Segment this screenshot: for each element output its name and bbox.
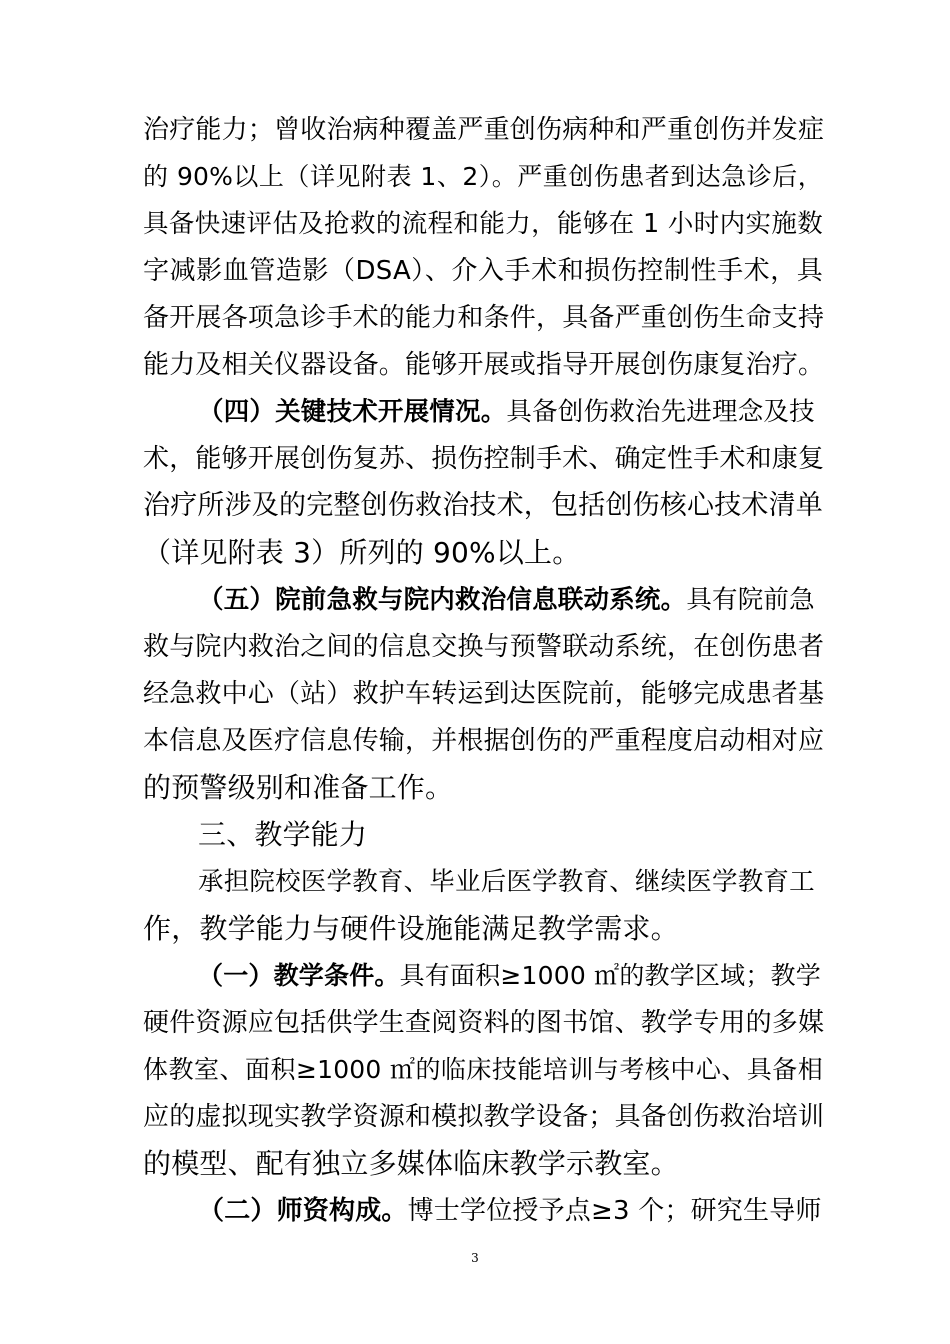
- section-heading: （一）教学条件。: [198, 961, 400, 990]
- section-heading: （五）院前急救与院内救治信息联动系统。: [198, 585, 687, 615]
- body-line: 承担院校医学教育、毕业后医学教育、继续医学教育工: [198, 867, 815, 897]
- body-line: 经急救中心（站）救护车转运到达医院前，能够完成患者基: [143, 679, 825, 709]
- section-heading: （四）关键技术开展情况。: [198, 397, 507, 427]
- body-line: 治疗所涉及的完整创伤救治技术，包括创伤核心技术清单: [143, 490, 823, 521]
- body-line: 的模型、配有独立多媒体临床教学示教室。: [143, 1147, 679, 1180]
- body-line: 具备快速评估及抢救的流程和能力，能够在 1 小时内实施数: [143, 209, 823, 239]
- body-line: 本信息及医疗信息传输，并根据创伤的严重程度启动相对应: [143, 726, 825, 756]
- paragraph-first-line: [198, 392, 823, 432]
- body-line: 应的虚拟现实教学资源和模拟教学设备；具备创伤救治培训: [143, 1102, 825, 1132]
- body-line: 作，教学能力与硬件设施能满足教学需求。: [143, 912, 679, 945]
- body-line: 体教室、面积≥1000 ㎡的临床技能培训与考核中心、具备相: [143, 1055, 823, 1084]
- body-line: 术，能够开展创伤复苏、损伤控制手术、确定性手术和康复: [143, 444, 825, 474]
- page-number: 3: [471, 1251, 479, 1265]
- paragraph-first-line: [198, 956, 823, 996]
- body-line: 的 90%以上（详见附表 1、2）。严重创伤患者到达急诊后，: [143, 162, 823, 191]
- body-line: 字减影血管造影（DSA）、介入手术和损伤控制性手术，具: [143, 256, 823, 286]
- body-line: 能力及相关仪器设备。能够开展或指导开展创伤康复治疗。: [143, 350, 825, 380]
- body-line: 硬件资源应包括供学生查阅资料的图书馆、教学专用的多媒: [143, 1008, 825, 1038]
- body-line: 的预警级别和准备工作。: [143, 771, 454, 804]
- paragraph-first-line: [198, 1191, 823, 1231]
- body-line: （详见附表 3）所列的 90%以上。: [143, 536, 581, 569]
- body-line: 治疗能力；曾收治病种覆盖严重创伤病种和严重创伤并发症: [143, 115, 825, 145]
- body-text: 具有院前急: [686, 585, 815, 615]
- body-text: 具备创伤救治先进理念及技: [506, 397, 815, 427]
- section-title: 三、教学能力: [198, 818, 368, 851]
- paragraph-first-line: [198, 580, 823, 620]
- body-text: 博士学位授予点≥3 个；研究生导师: [407, 1196, 822, 1226]
- body-line: 救与院内救治之间的信息交换与预警联动系统，在创伤患者: [143, 632, 825, 662]
- body-line: 备开展各项急诊手术的能力和条件，具备严重创伤生命支持: [143, 303, 825, 333]
- section-heading: （二）师资构成。: [198, 1196, 408, 1226]
- body-text: 具有面积≥1000 ㎡的教学区域；教学: [399, 961, 821, 990]
